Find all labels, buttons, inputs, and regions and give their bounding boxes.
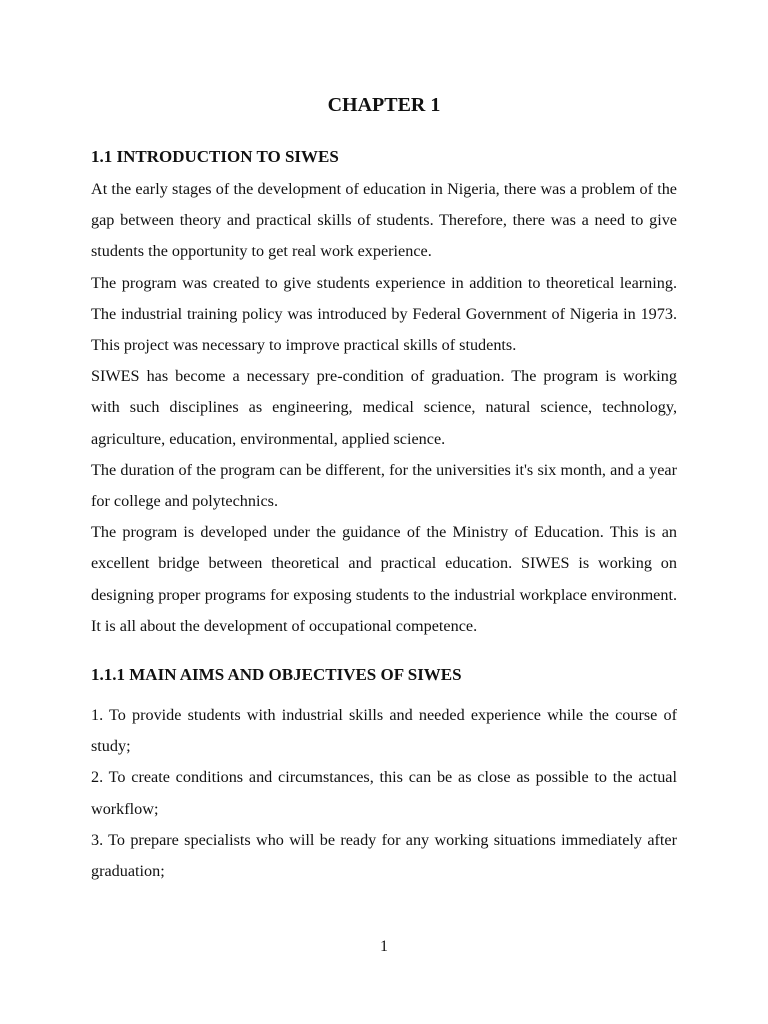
paragraph: The program was created to give students experience in addition to theoretical learning. The industrial training policy was introduced by Federal Government of Nigeria in 1973. This project was necessary to improve practical skills of students. <box>91 273 677 355</box>
paragraph: The program is developed under the guidance of the Ministry of Education. This is an excellent bridge between theoretical and practical education. SIWES is working on designing proper programs for exposing students to the industrial workplace environment. It is all about the development of occupational competence. <box>91 523 677 635</box>
section-heading-introduction: 1.1 INTRODUCTION TO SIWES <box>91 147 339 166</box>
paragraph: SIWES has become a necessary pre-condition of graduation. The program is working with such disciplines as engineering, medical science, natural science, technology, agriculture, education, environmental, applied science. <box>91 367 677 448</box>
list-item: 2. To create conditions and circumstances, this can be as close as possible to the actual workflow; <box>91 768 677 818</box>
section-introduction-body <box>91 174 677 642</box>
paragraph: At the early stages of the development of education in Nigeria, there was a problem of the gap between theory and practical skills of students. Therefore, there was a need to give students the opportunity to get real work experience. <box>91 180 677 261</box>
section-heading-aims-objectives: 1.1.1 MAIN AIMS AND OBJECTIVES OF SIWES <box>91 665 462 684</box>
list-item: 1. To provide students with industrial skills and needed experience while the course of study; <box>91 706 677 756</box>
paragraph: The duration of the program can be different, for the universities it's six month, and a year for college and polytechnics. <box>91 460 677 511</box>
list-item: 3. To prepare specialists who will be ready for any working situations immediately after graduation; <box>91 830 677 881</box>
page-number: 1 <box>380 938 388 955</box>
chapter-title: CHAPTER 1 <box>327 94 441 116</box>
objectives-list <box>91 700 677 887</box>
